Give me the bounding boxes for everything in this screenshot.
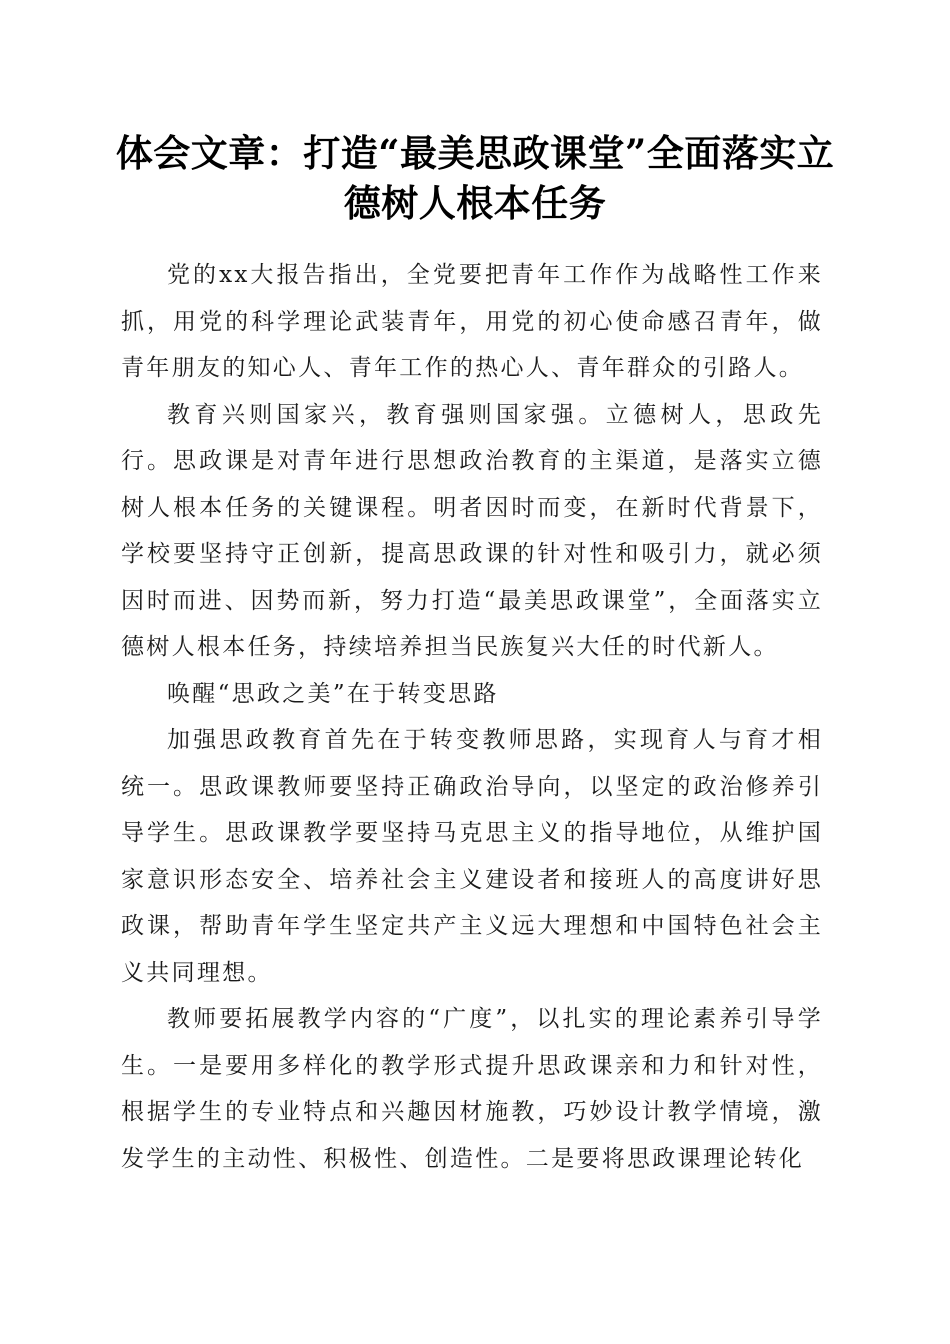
section-heading: 唤醒“思政之美”在于转变思路	[167, 680, 499, 707]
paragraph: 教育兴则国家兴，教育强则国家强。立德树人，思政先行。思政课是对青年进行思想政治教育的主渠道，是落实立德树人根本任务的关键课程。明者因时而变，在新时代背景下，学校要坚持守正创新，提高思政课的针对性和吸引力，就必须因时而进、因势而新，努力打造“最美思政课堂”，全面落实立德树人根本任务，持续培养担当民族复兴大任的时代新人。	[121, 401, 823, 660]
paragraph: 加强思政教育首先在于转变教师思路，实现育人与育才相统一。思政课教师要坚持正确政治导向，以坚定的政治修养引导学生。思政课教学要坚持马克思主义的指导地位，从维护国家意识形态安全、培养社会主义建设者和接班人的高度讲好思政课，帮助青年学生坚定共产主义远大理想和中国特色社会主义共同理想。	[121, 727, 823, 986]
paragraph: 党的xx大报告指出，全党要把青年工作作为战略性工作来抓，用党的科学理论武装青年，用党的初心使命感召青年，做青年朋友的知心人、青年工作的热心人、青年群众的引路人。	[121, 262, 823, 381]
paragraph: 教师要拓展教学内容的“广度”，以扎实的理论素养引导学生。一是要用多样化的教学形式提升思政课亲和力和针对性，根据学生的专业特点和兴趣因材施教，巧妙设计教学情境，激发学生的主动性、积极性、创造性。二是要将思政课理论转化	[121, 1006, 823, 1172]
document-title: 体会文章：打造“最美思政课堂”全面落实立德树人根本任务	[115, 131, 835, 225]
document-body	[121, 252, 823, 1182]
